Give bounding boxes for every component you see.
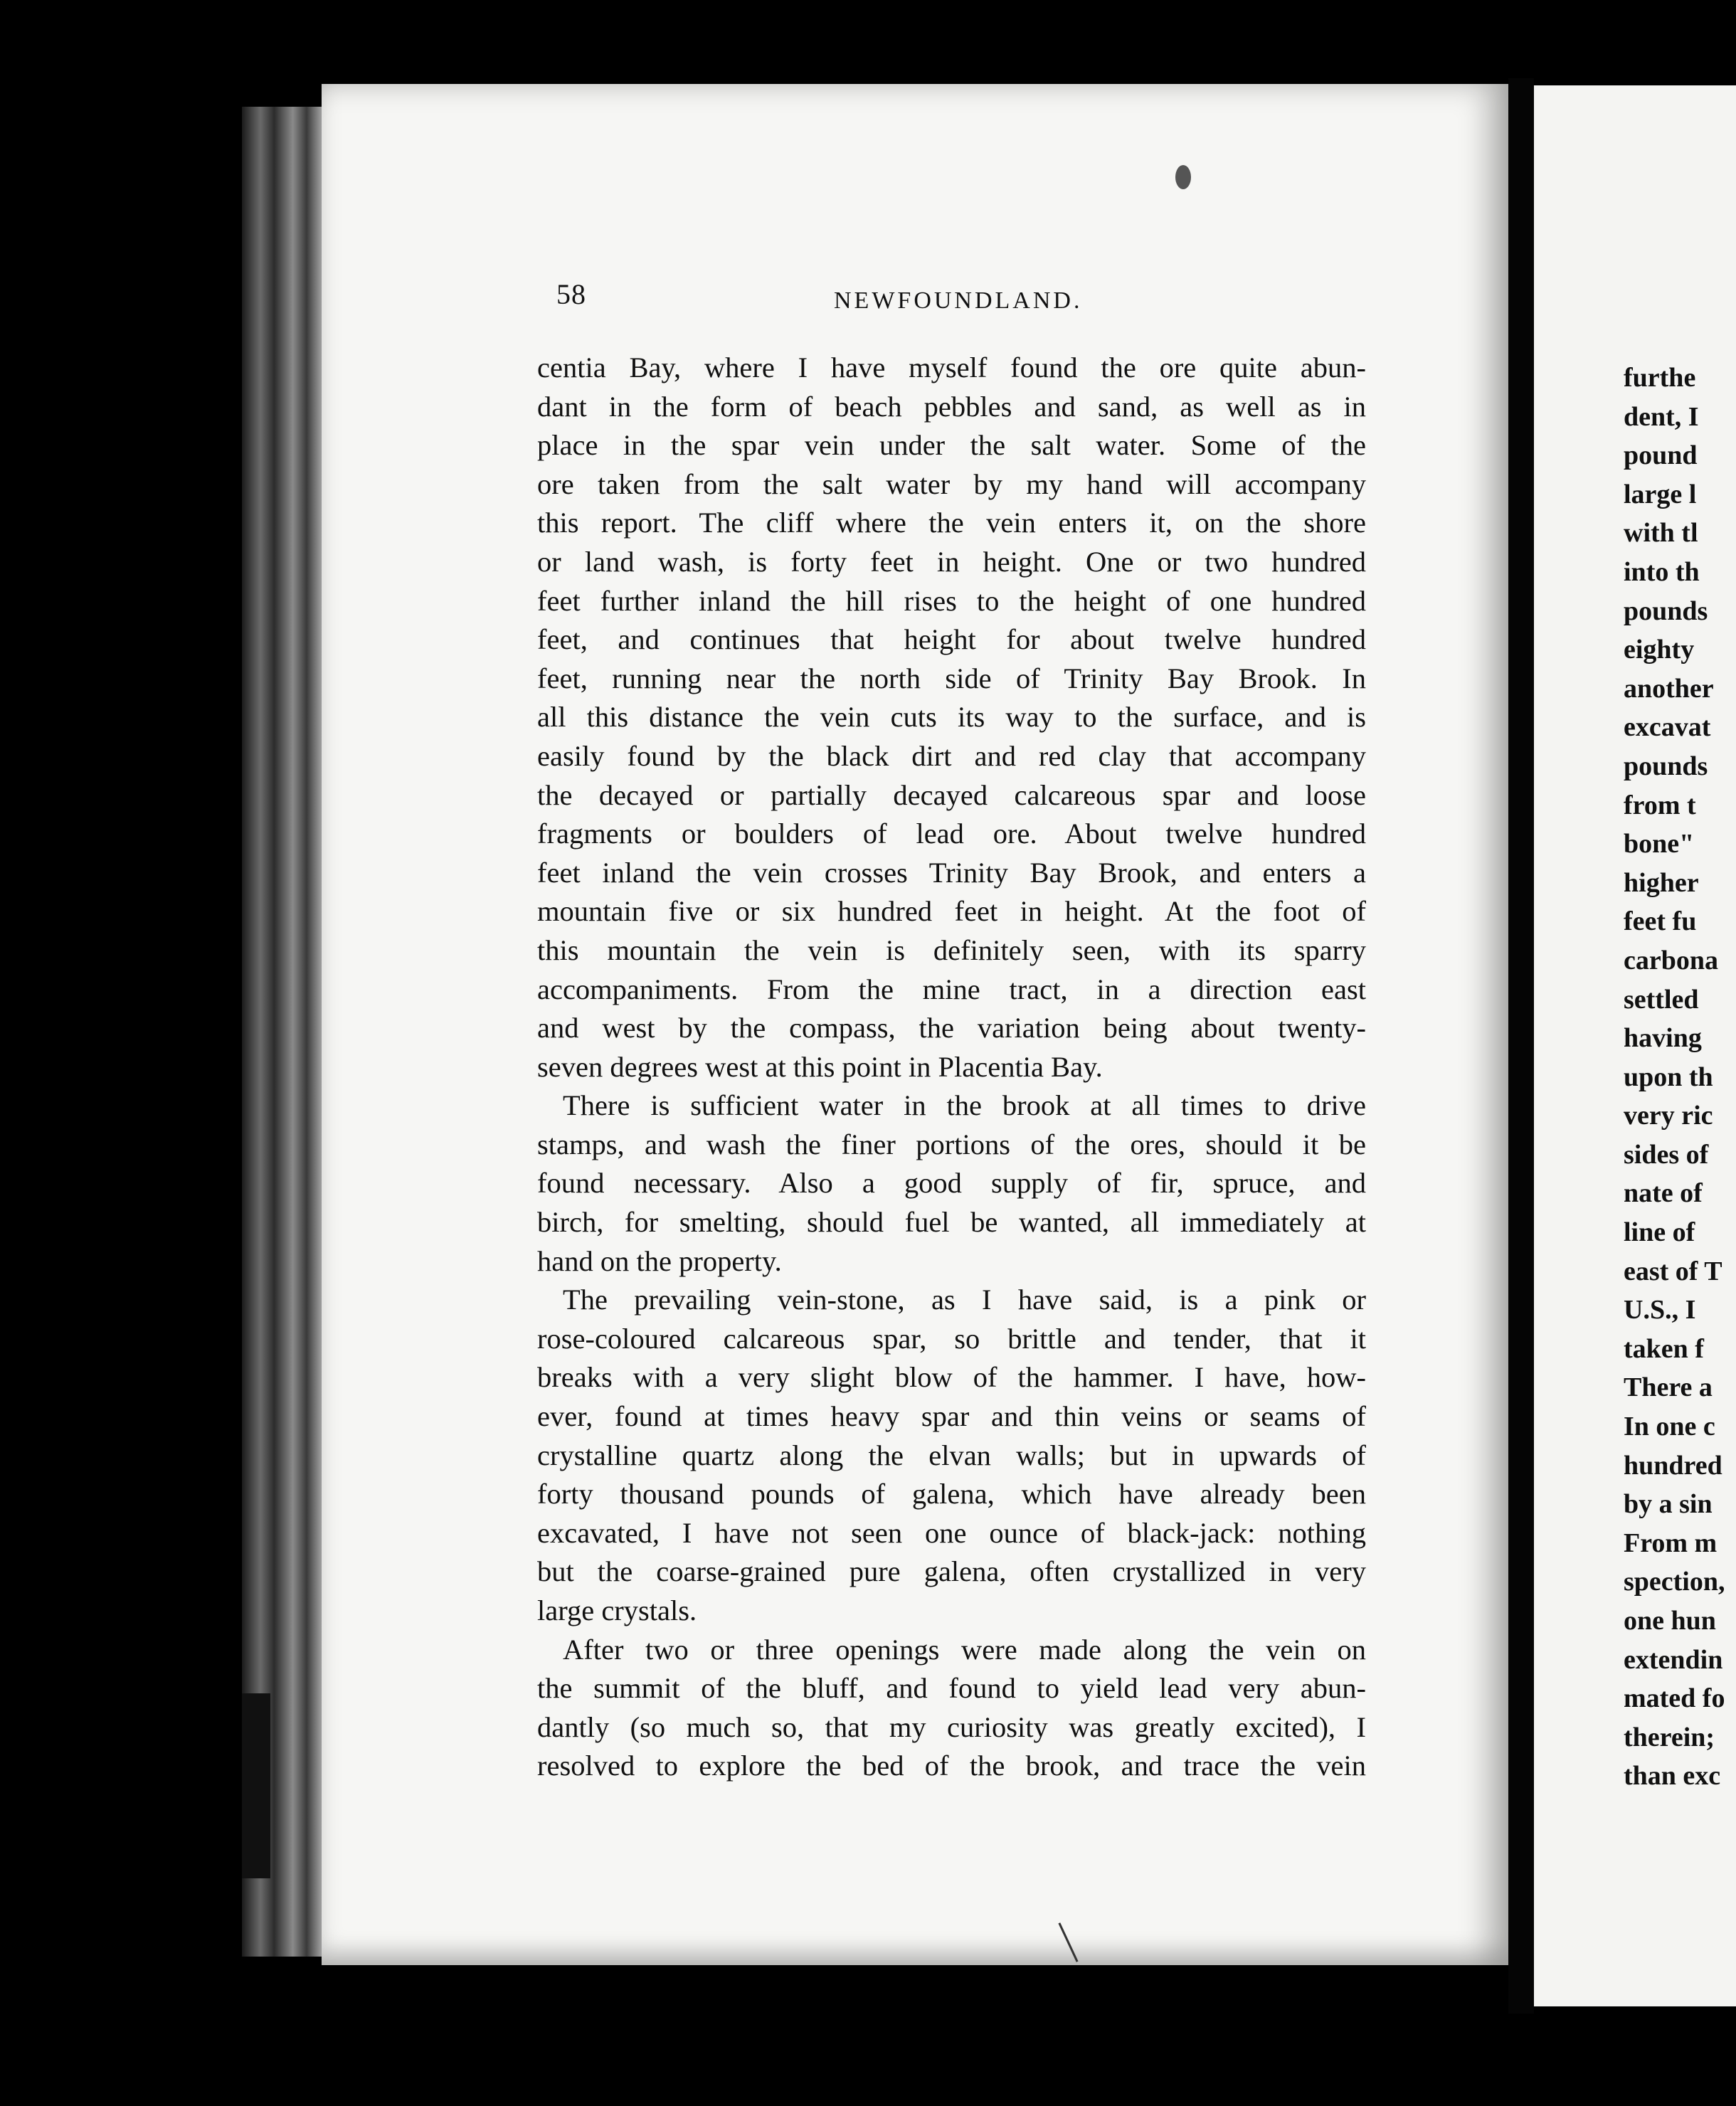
text-line: rose-coloured calcareous spar, so brittle and tender, that it	[537, 1322, 1366, 1355]
page-stack-edge	[242, 107, 334, 1957]
text-line: this mountain the vein is definitely seen, with its sparry	[537, 933, 1366, 966]
text-line: this report. The cliff where the vein enters it, on the shore	[537, 507, 1366, 539]
page-stack-notch	[242, 1693, 270, 1878]
text-line: resolved to explore the bed of the brook, and trace the vein	[537, 1750, 1366, 1782]
text-line: found necessary. Also a good supply of fir, spruce, and	[537, 1167, 1366, 1200]
text-line: dantly (so much so, that my curiosity was greatly excited), I	[537, 1710, 1366, 1743]
text-line: ore taken from the salt water by my hand will accompany	[537, 467, 1366, 500]
running-head-title: NEWFOUNDLAND.	[834, 287, 1083, 314]
text-line: forty thousand pounds of galena, which have already been	[537, 1478, 1366, 1510]
facing-page-line: mated fo	[1624, 1683, 1725, 1714]
text-line: crystalline quartz along the elvan walls; but in upwards of	[537, 1439, 1366, 1471]
text-line: the summit of the bluff, and found to yield lead very abun-	[537, 1672, 1366, 1705]
facing-page-line: another	[1624, 673, 1714, 704]
facing-page-line: sides of	[1624, 1139, 1709, 1170]
facing-page-line: spection,	[1624, 1567, 1725, 1597]
facing-page-line: bone"	[1624, 829, 1695, 859]
paragraph	[537, 1086, 1366, 1281]
body-text	[537, 349, 1366, 1786]
facing-page-line: taken f	[1624, 1333, 1704, 1364]
text-line: After two or three openings were made along the vein on	[563, 1633, 1366, 1666]
facing-page-line: pounds	[1624, 751, 1708, 781]
text-line: accompaniments. From the mine tract, in a direction east	[537, 973, 1366, 1005]
page-number: 58	[556, 278, 586, 310]
text-line: but the coarse-grained pure galena, often crystallized in very	[537, 1555, 1366, 1588]
text-line: There is sufficient water in the brook at all times to drive	[563, 1089, 1366, 1122]
facing-page-line: feet fu	[1624, 906, 1697, 937]
facing-page-line: large l	[1624, 479, 1697, 509]
facing-page-line: east of T	[1624, 1256, 1722, 1286]
facing-page-line: having	[1624, 1023, 1702, 1054]
facing-page-line: higher	[1624, 867, 1699, 898]
facing-page-line: pounds	[1624, 596, 1708, 626]
text-line: breaks with a very slight blow of the hammer. I have, how-	[537, 1361, 1366, 1394]
text-line: all this distance the vein cuts its way to the surface, and is	[537, 701, 1366, 734]
facing-page-line: pound	[1624, 440, 1698, 471]
text-line: dant in the form of beach pebbles and sand, as well as in	[537, 390, 1366, 423]
text-line: birch, for smelting, should fuel be wanted, all immediately at	[537, 1206, 1366, 1239]
paragraph	[537, 1281, 1366, 1630]
paragraph	[537, 349, 1366, 1086]
facing-page-text	[1624, 359, 1736, 1796]
text-line: ever, found at times heavy spar and thin veins or seams of	[537, 1400, 1366, 1433]
text-line: feet further inland the hill rises to the height of one hundred	[537, 584, 1366, 617]
text-line: fragments or boulders of lead ore. About twelve hundred	[537, 817, 1366, 850]
text-line: centia Bay, where I have myself found the ore quite abun-	[537, 351, 1366, 383]
text-line: large crystals.	[537, 1594, 697, 1626]
facing-page-line: than exc	[1624, 1761, 1721, 1792]
facing-page-line: therein;	[1624, 1722, 1715, 1752]
text-line: excavated, I have not seen one ounce of black-jack: nothing	[537, 1516, 1366, 1549]
text-line: mountain five or six hundred feet in height. At the foot of	[537, 895, 1366, 928]
facing-page-line: In one c	[1624, 1412, 1715, 1442]
text-line: seven degrees west at this point in Placentia Bay.	[537, 1050, 1103, 1083]
facing-page-line: line of	[1624, 1217, 1695, 1248]
facing-page-line: There a	[1624, 1372, 1713, 1403]
text-line: the decayed or partially decayed calcareous spar and loose	[537, 778, 1366, 811]
facing-page-line: excavat	[1624, 712, 1711, 743]
text-line: stamps, and wash the finer portions of the ores, should it be	[537, 1128, 1366, 1160]
text-line: place in the spar vein under the salt water. Some of the	[537, 429, 1366, 462]
facing-page-line: From m	[1624, 1528, 1718, 1558]
paragraph	[537, 1631, 1366, 1786]
text-line: feet, and continues that height for about twelve hundred	[537, 623, 1366, 656]
facing-page-line: from t	[1624, 790, 1696, 820]
facing-page-line: furthe	[1624, 363, 1696, 393]
text-line: and west by the compass, the variation being about twenty-	[537, 1012, 1366, 1044]
facing-page-line: eighty	[1624, 635, 1695, 665]
facing-page-line: hundred	[1624, 1450, 1722, 1481]
book-gutter	[1508, 78, 1534, 2014]
facing-page-line: one hun	[1624, 1606, 1716, 1636]
ink-smudge	[1175, 165, 1191, 189]
facing-page-line: extendin	[1624, 1644, 1723, 1675]
facing-page-line: upon th	[1624, 1062, 1713, 1092]
facing-page-line: into th	[1624, 556, 1700, 587]
facing-page-line: carbona	[1624, 945, 1718, 975]
facing-page-line: very ric	[1624, 1101, 1713, 1131]
text-line: feet inland the vein crosses Trinity Bay Brook, and enters a	[537, 856, 1366, 889]
text-line: hand on the property.	[537, 1244, 782, 1277]
facing-page-line: dent, I	[1624, 401, 1699, 432]
facing-page-line: with tl	[1624, 518, 1698, 549]
text-line: easily found by the black dirt and red clay that accompany	[537, 739, 1366, 772]
facing-page-line: nate of	[1624, 1178, 1703, 1209]
text-line: feet, running near the north side of Trinity Bay Brook. In	[537, 662, 1366, 694]
facing-page-line: U.S., I	[1624, 1295, 1696, 1325]
text-line: or land wash, is forty feet in height. One or two hundred	[537, 545, 1366, 578]
text-line: The prevailing vein-stone, as I have said, is a pink or	[563, 1284, 1366, 1316]
facing-page-line: settled	[1624, 984, 1699, 1015]
facing-page-line: by a sin	[1624, 1489, 1713, 1520]
